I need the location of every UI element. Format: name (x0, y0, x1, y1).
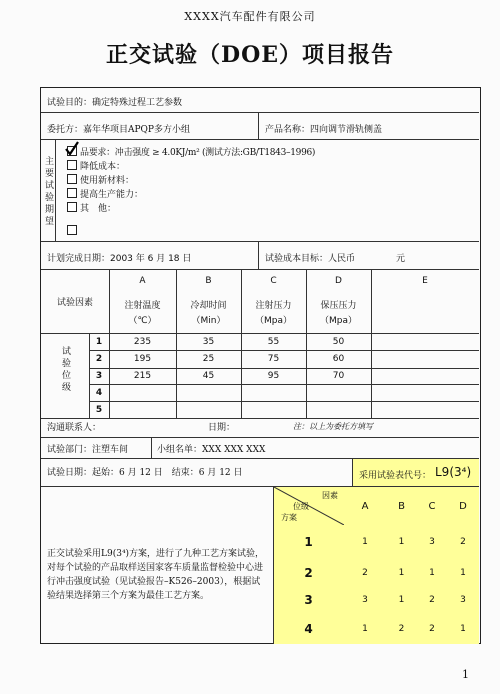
level-value: 60 (332, 354, 345, 364)
level-value: 235 (133, 336, 152, 347)
report-title: 正交试验（DOE）项目报告 (105, 42, 394, 68)
levels-label: 试验位级 (60, 346, 70, 394)
requirement-checkbox-4[interactable] (67, 188, 77, 198)
level-number: 5 (95, 404, 103, 415)
level-value: 70 (332, 371, 345, 381)
matrix-cell: 1 (460, 623, 466, 634)
requirement-checkbox-5[interactable] (67, 202, 77, 212)
requirement-checkbox-2[interactable] (67, 160, 77, 170)
requirement-checkbox-6[interactable] (67, 225, 77, 235)
company-name: XXXX汽车配件有限公司 (184, 10, 316, 23)
main-requirements-label: 主要试验期望 (43, 156, 53, 228)
matrix-cell: 2 (429, 623, 435, 634)
requirement-text-4: 提高生产能力： (80, 190, 144, 200)
matrix-cell: 2 (362, 567, 368, 578)
level-value (176, 384, 241, 401)
matrix-plan-number: 1 (304, 535, 313, 549)
client-note: 注：以上为委托方填写 (293, 422, 373, 431)
requirement-text-5: 其 他： (80, 204, 117, 214)
plan-date: 计划完成日期：2003 年 6 月 18 日 (47, 254, 192, 264)
factor-letter-d: D (335, 276, 342, 286)
matrix-cell: 2 (429, 594, 435, 605)
level-value (306, 384, 371, 401)
level-number: 3 (95, 371, 103, 381)
factor-unit-c: （Mpa） (255, 316, 292, 326)
matrix-cell: 2 (398, 623, 405, 634)
matrix-cell: 3 (362, 594, 368, 605)
matrix-cell: 1 (460, 567, 466, 578)
page-number: 1 (462, 668, 469, 681)
level-value (306, 401, 371, 418)
matrix-cell: 1 (398, 537, 405, 547)
factor-name-d: 保压压力 (320, 301, 357, 311)
matrix-cell: 3 (429, 537, 435, 547)
check-mark-icon (63, 140, 81, 158)
client-text: 委托方：嘉年华项目APQP多方小组 (47, 125, 190, 135)
matrix-cell: 1 (362, 623, 368, 634)
matrix-plan-number: 3 (304, 592, 313, 607)
contact-label: 沟通联系人： (47, 423, 102, 433)
level-value: 75 (267, 354, 280, 364)
matrix-plan-number: 4 (304, 621, 313, 636)
factor-unit-a: （℃） (128, 316, 157, 326)
requirement-text-1: 品要求：冲击强度 ≥ 4.0KJ/m² (测试方法:GB/T1843–1996) (80, 148, 316, 158)
level-number: 2 (95, 354, 103, 364)
factor-letter-b: B (205, 276, 212, 286)
level-number: 1 (95, 336, 103, 347)
factor-name-b: 冷却时间 (190, 301, 227, 311)
matrix-plan-number: 2 (304, 565, 313, 580)
level-value (109, 401, 176, 418)
date-label: 日期： (208, 423, 236, 433)
level-value: 95 (267, 371, 280, 381)
product-name: 产品名称：四向调节滑轨侧盖 (265, 125, 383, 135)
factor-name-a: 注射温度 (124, 301, 161, 311)
level-value (109, 384, 176, 401)
matrix-cell: 1 (398, 594, 405, 605)
corner-plan: 方案 (281, 513, 297, 522)
corner-level: 位级 (293, 502, 309, 511)
summary-text: 正交试验采用L9(3⁴)方案，进行了九种工艺方案试验，对每个试验的产品取样送国家客车质量监督检验中心进行冲击强度试验（见试验报告–K526–2003），根据试验结果选择第三个方案为最佳工艺方案。 (47, 549, 265, 601)
level-value: 55 (267, 336, 280, 347)
factor-letter-e: E (422, 276, 428, 286)
requirement-text-2: 降低成本： (80, 162, 126, 172)
test-department: 试验部门：注塑车间 (47, 445, 129, 455)
factors-label: 试验因素 (56, 297, 93, 308)
level-value: 45 (202, 371, 215, 381)
level-value: 50 (332, 336, 345, 347)
level-value: 35 (202, 336, 215, 347)
factor-name-c: 注射压力 (255, 301, 292, 311)
factor-unit-b: （Min） (191, 316, 226, 326)
test-period: 试验日期：起始：6 月 12 日 结束：6 月 12 日 (47, 468, 243, 478)
factor-unit-d: （Mpa） (320, 316, 357, 326)
matrix-cell: 1 (429, 567, 435, 578)
report-form (40, 87, 481, 644)
matrix-col-header: D (459, 500, 467, 512)
table-code: L9(3⁴) (435, 465, 472, 479)
level-value (241, 384, 306, 401)
cost-unit: 元 (396, 254, 406, 264)
level-value (241, 401, 306, 418)
requirement-checkbox-3[interactable] (67, 174, 77, 184)
cost-target: 试验成本目标：人民币 (265, 254, 356, 264)
table-code-label: 采用试验表代号： (359, 471, 432, 481)
matrix-cell: 1 (398, 567, 405, 578)
level-number: 4 (95, 387, 103, 398)
factor-letter-a: A (139, 276, 146, 286)
team-members: 小组名单：XXX XXX XXX (157, 445, 266, 455)
matrix-col-header: A (361, 500, 369, 512)
level-value: 195 (133, 354, 152, 364)
matrix-cell: 3 (460, 594, 466, 605)
level-value (176, 401, 241, 418)
factor-letter-c: C (270, 276, 277, 286)
matrix-col-header: B (398, 500, 405, 512)
purpose-text: 试验目的：确定特殊过程工艺参数 (47, 98, 183, 108)
requirement-text-3: 使用新材料： (80, 176, 135, 186)
level-value: 25 (202, 354, 215, 364)
matrix-col-header: C (428, 500, 436, 512)
corner-factor: 因素 (322, 491, 338, 500)
level-value: 215 (133, 371, 152, 381)
matrix-cell: 1 (362, 537, 368, 547)
matrix-cell: 2 (460, 537, 466, 547)
